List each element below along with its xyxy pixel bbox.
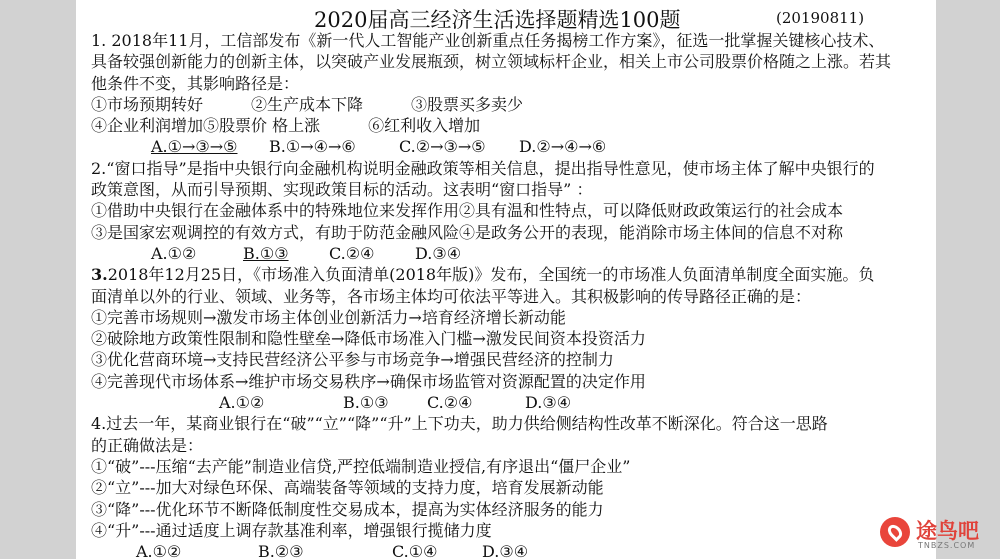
option-line: ④完善现代市场体系→维护市场交易秩序→确保市场监管对资源配置的决定作用 (91, 371, 646, 391)
option-line: ③“降”---优化环节不断降低制度性交易成本，提高为实体经济服务的能力 (91, 499, 604, 519)
choice-a: A.①② (219, 393, 265, 413)
option-line: ①市场预期转好 ②生产成本下降 ③股票买多卖少 (91, 94, 524, 114)
choice-b: B.①③ (243, 243, 289, 263)
choice-c: C.②→③→⑤ (399, 137, 486, 157)
question-4 (91, 413, 931, 559)
question-text-line: 他条件不变，其影响路径是： (91, 73, 300, 93)
question-text-line: 具备较强创新能力的创新主体，以突破产业发展瓶颈，树立领域标杆企业，相关上市公司股票价格随之上涨。若其 (91, 52, 892, 72)
site-watermark (880, 511, 992, 553)
choice-a: A.①② (136, 542, 182, 559)
question-text-line: 政策意图，从而引导预期、实现政策目标的活动。这表明“窗口指导” ： (91, 180, 593, 200)
option-line: ①“破”---压缩“去产能”制造业信贷,严控低端制造业授信,有序退出“僵尸企业” (91, 456, 631, 476)
question-1 (91, 30, 931, 158)
watermark-text: 途鸟吧 (916, 519, 979, 543)
location-pin-icon (880, 517, 910, 547)
question-text: 2018年12月25日，《市场准入负面清单(2018年版)》发布，全国统一的市场准人负面清单制度全面实施。负 (107, 265, 875, 285)
document-page (76, 0, 936, 559)
option-line: ②破除地方政策性限制和隐性壁垒→降低市场准入门槛→激发民间资本投资活力 (91, 329, 646, 349)
document-header (76, 4, 936, 32)
choice-d: D.③④ (525, 393, 572, 413)
choice-b: B.①③ (343, 393, 389, 413)
choice-d: D.②→④→⑥ (519, 137, 607, 157)
question-text-line (91, 264, 931, 285)
question-text-line: 2.“窗口指导”是指中央银行向金融机构说明金融政策等相关信息，提出指导性意见，使市场主体了解中央银行的 (91, 158, 875, 178)
question-number: 3. (91, 265, 108, 285)
choice-a: A.①→③→⑤ (151, 137, 238, 157)
question-2 (91, 158, 931, 264)
option-line: ③优化营商环境→支持民营经济公平参与市场竞争→增强民营经济的控制力 (91, 350, 614, 370)
question-text-line: 4.过去一年，某商业银行在“破”“立”“降”“升”上下功夫，助力供给侧结构性改革不断深化。符合这一思路 (91, 414, 828, 434)
choice-b: B.①→④→⑥ (269, 137, 356, 157)
option-line: ①完善市场规则→激发市场主体创业创新活力→培育经济增长新动能 (91, 307, 566, 327)
option-line: ④“升”---通过适度上调存款基准利率，增强银行揽储力度 (91, 520, 492, 540)
choice-c: C.①④ (392, 542, 438, 559)
left-margin (0, 0, 76, 559)
choice-c: C.②④ (427, 393, 473, 413)
answer-choices (91, 136, 931, 157)
choice-b: B.②③ (258, 542, 304, 559)
option-line: ③是国家宏观调控的有效方式，有助于防范金融风险④是政务公开的表现，能消除市场主体间的信息不对称 (91, 222, 844, 242)
option-line: ④企业利润增加⑤股票价 格上涨 ⑥红利收入增加 (91, 116, 481, 136)
answer-choices (91, 392, 931, 413)
watermark-subtext: TNBZS.COM (918, 541, 976, 550)
answer-choices (91, 541, 931, 559)
choice-c: C.②④ (329, 243, 375, 263)
option-line: ①借助中央银行在金融体系中的特殊地位来发挥作用②具有温和性特点，可以降低财政政策运行的社会成本 (91, 201, 844, 221)
document-body (91, 30, 931, 559)
question-3 (91, 264, 931, 413)
page-title: 2020届高三经济生活选择题精选100题 (314, 8, 681, 32)
date-code: (20190811) (776, 9, 865, 27)
question-text-line: 面清单以外的行业、领域、业务等，各市场主体均可依法平等进入。其积极影响的传导路径正确的是： (91, 286, 812, 306)
question-text-line: 的正确做法是： (91, 435, 204, 455)
option-line: ②“立”---加大对绿色环保、高端装备等领域的支持力度，培育发展新动能 (91, 478, 604, 498)
question-text-line: 1. 2018年11月，工信部发布《新一代人工智能产业创新重点任务揭榜工作方案》，征选一批掌握关键核心技术、 (91, 31, 885, 50)
choice-d: D.③④ (482, 542, 529, 559)
choice-d: D.③④ (415, 243, 462, 263)
answer-choices (91, 243, 931, 264)
choice-a: A.①② (151, 243, 197, 263)
